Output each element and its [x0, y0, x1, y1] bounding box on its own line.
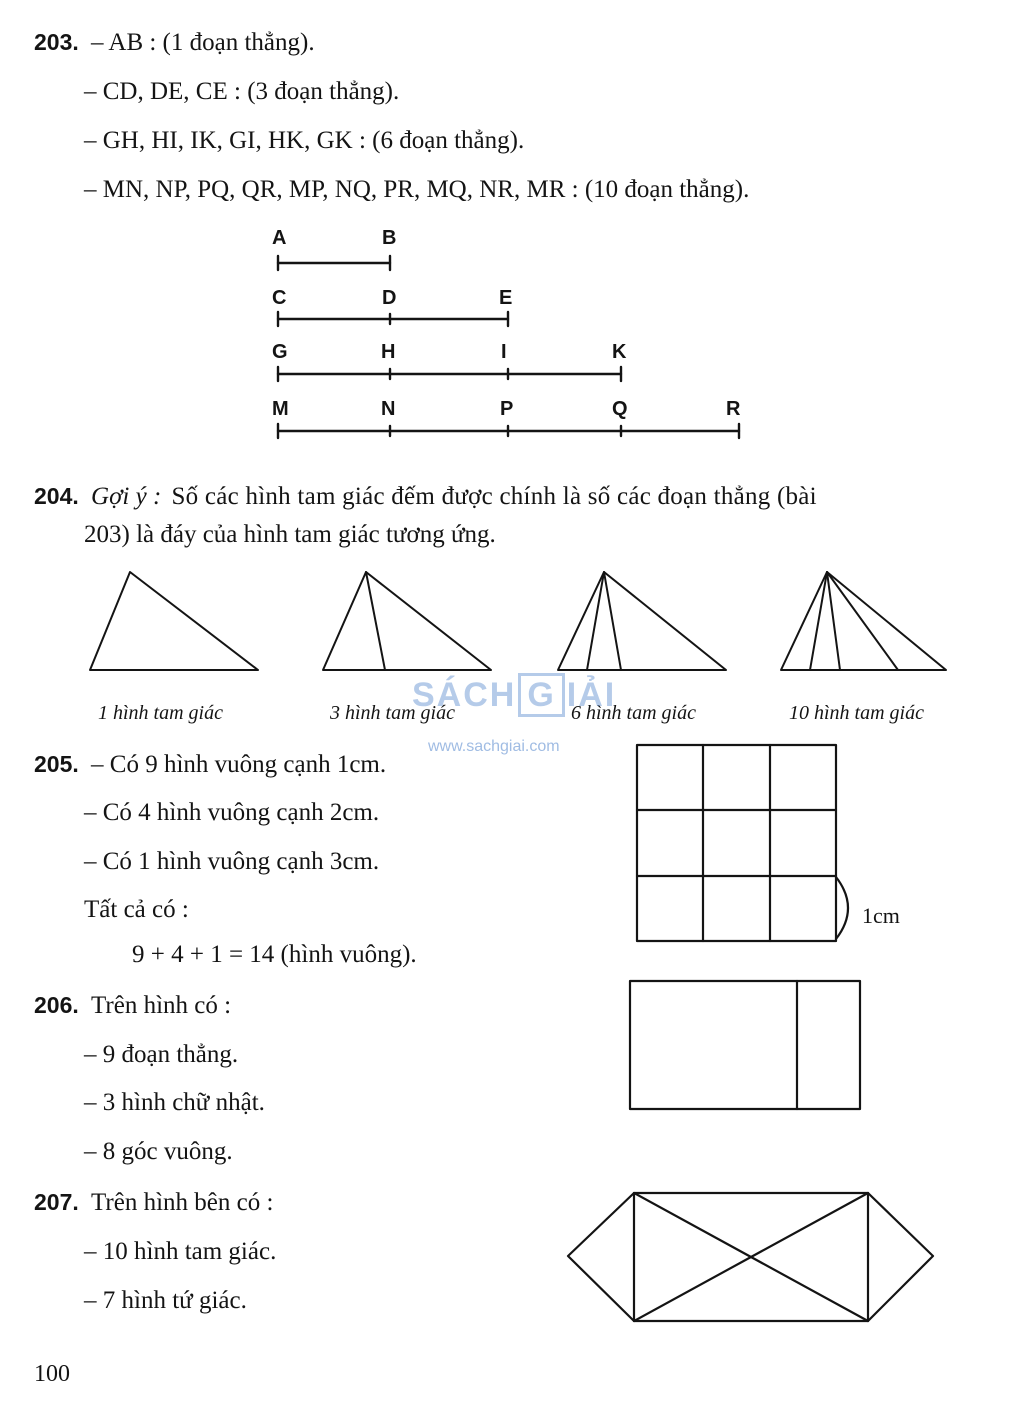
problem-204-number: 204.: [34, 483, 79, 509]
problem-205-line-1: [34, 752, 386, 777]
segment-CE: [278, 312, 508, 326]
problem-204-text-1: Số các hình tam giác đếm được chính là số các đoạn thẳng (bài: [171, 483, 817, 510]
caption-10-triangles: 10 hình tam giác: [789, 702, 924, 724]
triangle-figure-10: [781, 572, 946, 670]
segment-label-G: G: [272, 341, 288, 363]
rectangle-figure: [630, 981, 860, 1109]
problem-207-line-3: – 7 hình tứ giác.: [84, 1287, 247, 1314]
triangle-figure-3: [323, 572, 491, 670]
triangle-figure-1: [90, 572, 258, 670]
problem-205-line-2: – Có 4 hình vuông cạnh 2cm.: [84, 799, 380, 826]
problem-205-number: 205.: [34, 751, 79, 777]
problem-207-number: 207.: [34, 1189, 79, 1215]
problem-207-line-1: [34, 1190, 273, 1215]
segment-AB: [278, 256, 390, 270]
watermark-brand-right: IẢI: [566, 676, 617, 714]
problem-206-text-1: Trên hình có :: [91, 992, 232, 1019]
caption-3-triangles: 3 hình tam giác: [330, 702, 455, 724]
watermark-brand: [412, 673, 616, 717]
problem-203-line-2: – CD, DE, CE : (3 đoạn thẳng).: [84, 78, 400, 105]
segment-MR: [278, 424, 739, 438]
problem-203-text-1: – AB : (1 đoạn thẳng).: [91, 29, 315, 56]
square-grid: [637, 745, 848, 941]
page-number: 100: [34, 1361, 70, 1387]
segment-label-I: I: [501, 341, 507, 363]
problem-206-number: 206.: [34, 992, 79, 1018]
segment-label-E: E: [499, 287, 513, 309]
segment-label-B: B: [382, 227, 397, 249]
problem-205-line-5: 9 + 4 + 1 = 14 (hình vuông).: [132, 941, 417, 968]
grid-unit-label: 1cm: [862, 903, 900, 928]
segment-label-Q: Q: [612, 398, 628, 420]
caption-1-triangle: 1 hình tam giác: [98, 702, 223, 724]
problem-203-line-3: – GH, HI, IK, GI, HK, GK : (6 đoạn thẳng).: [84, 127, 525, 154]
segment-label-N: N: [381, 398, 396, 420]
problem-204-line-1: [34, 484, 817, 509]
segment-GK: [278, 367, 621, 381]
problem-206-line-1: [34, 993, 231, 1018]
segment-label-P: P: [500, 398, 514, 420]
segment-label-A: A: [272, 227, 287, 249]
problem-204-hint: Gợi ý :: [91, 483, 162, 510]
problem-206-line-2: – 9 đoạn thẳng.: [84, 1041, 239, 1068]
watermark-url: www.sachgiai.com: [428, 738, 560, 755]
segment-label-H: H: [381, 341, 396, 363]
problem-203-line-4: – MN, NP, PQ, QR, MP, NQ, PR, MQ, NR, MR : (10 đoạn thẳng).: [84, 176, 750, 203]
caption-6-triangles: 6 hình tam giác: [571, 702, 696, 724]
segment-label-M: M: [272, 398, 289, 420]
problem-207-text-1: Trên hình bên có :: [91, 1189, 274, 1216]
problem-205-line-4: Tất cả có :: [84, 896, 189, 923]
problem-203-number: 203.: [34, 29, 79, 55]
problem-207-line-2: – 10 hình tam giác.: [84, 1238, 277, 1265]
segment-diagram: [278, 256, 739, 438]
watermark-brand-left: SÁCH: [412, 676, 517, 714]
problem-204-text-2: 203) là đáy của hình tam giác tương ứng.: [84, 521, 496, 548]
watermark-brand-g: G: [518, 673, 564, 717]
segment-label-C: C: [272, 287, 287, 309]
problem-205-text-1: – Có 9 hình vuông cạnh 1cm.: [91, 751, 387, 778]
segment-label-K: K: [612, 341, 627, 363]
problem-206-line-4: – 8 góc vuông.: [84, 1138, 233, 1165]
problem-206-line-3: – 3 hình chữ nhật.: [84, 1089, 265, 1116]
hexagon-figure: [568, 1193, 933, 1321]
problem-205-line-3: – Có 1 hình vuông cạnh 3cm.: [84, 848, 380, 875]
segment-label-D: D: [382, 287, 397, 309]
segment-label-R: R: [726, 398, 741, 420]
triangle-figure-6: [558, 572, 726, 670]
